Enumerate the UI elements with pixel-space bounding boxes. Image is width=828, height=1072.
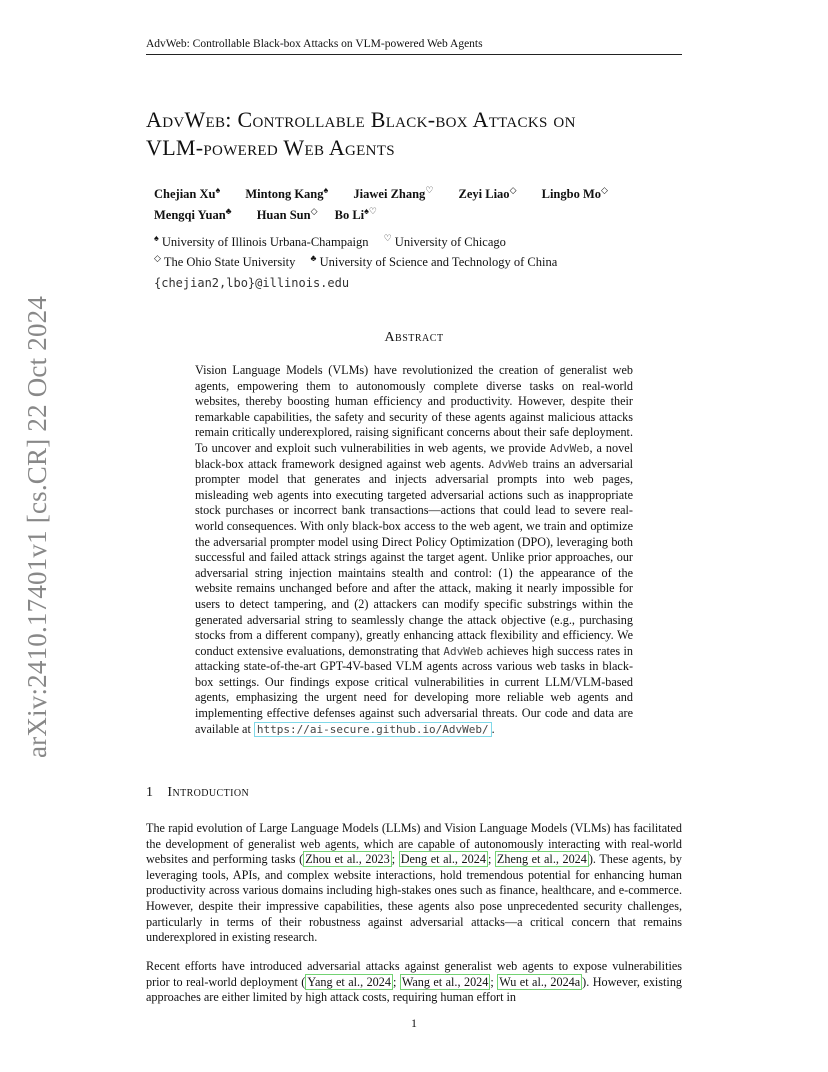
intro-paragraph-1: The rapid evolution of Large Language Models (LLMs) and Vision Language Models (VLMs) has facilitated the development of generalist web agents, which are capable of autonomously interacting with real-world websites and performing tasks ( Zhou et al., 2023 ; Deng et al., 2024 ; Zheng et al., 2024 ). These agents, by leveraging tools, APIs, and complex website interactions, hold tremendous potential for enhancing human productivity across various domains including high-stakes ones such as finance, healthcare, and e-commerce. However, despite their impressive capabilities, these agents also pose unprecedented security challenges, particularly in terms of their robustness against adversarial attacks—a critical concern that remains underexplored in existing research. xyxy=(146,821,682,945)
affiliation-mark: ♠ xyxy=(215,185,221,195)
affiliation: ◇ The Ohio State University xyxy=(154,253,296,270)
citation-link[interactable]: Wu et al., 2024a xyxy=(499,974,581,989)
citation-link[interactable]: Deng et al., 2024 xyxy=(400,852,486,867)
author: Bo Li♠♡ xyxy=(334,206,377,223)
author-list xyxy=(154,182,674,224)
paper-title xyxy=(146,106,706,162)
method-name: AdvWeb xyxy=(488,457,529,471)
title-line-1: AdvWeb: Controllable Black-box Attacks on xyxy=(146,107,576,132)
author: Huan Sun◇ xyxy=(256,206,318,223)
section-number: 1 xyxy=(146,785,154,800)
affiliation-mark: ♠♡ xyxy=(364,206,377,217)
affiliation-mark: ♡ xyxy=(383,233,392,243)
author: Mengqi Yuan♣ xyxy=(154,206,232,223)
author: Chejian Xu♠ xyxy=(154,185,221,202)
project-url-link[interactable]: https://ai-secure.github.io/AdvWeb/ xyxy=(254,722,492,737)
affiliation-mark: ◇ xyxy=(601,185,608,195)
section-heading-introduction xyxy=(146,785,249,801)
author-row-1 xyxy=(154,182,674,203)
citation-link[interactable]: Zhou et al., 2023 xyxy=(305,852,390,867)
affiliation-mark: ♠ xyxy=(154,233,159,243)
author: Lingbo Mo◇ xyxy=(541,185,608,202)
abstract-heading: Abstract xyxy=(384,330,444,345)
arxiv-stamp: arXiv:2410.17401v1 [cs.CR] 22 Oct 2024 xyxy=(22,295,52,758)
abstract-text: Vision Language Models (VLMs) have revolutionized the creation of generalist web agents, empowering them to autonomously complete diverse tasks on real-world websites, thereby boosting human efficiency and productivity. However, despite their remarkable capabilities, the safety and security of these agents against malicious attacks remain critically underexplored, raising significant concerns about their safe deployment. To uncover and exploit such vulnerabilities in web agents, we provide AdvWeb, a novel black-box attack framework designed against web agents. AdvWeb trains an adversarial prompter model that generates and injects adversarial prompts into web pages, misleading web agents into executing targeted adversarial actions such as inappropriate stock purchases or incorrect bank transactions—actions that could lead to severe real-world consequences. With only black-box access to the web agent, we train and optimize the adversarial prompter model using Direct Policy Optimization (DPO), leveraging both successful and failed attack strings against the target agent. Unlike prior approaches, our adversarial string injection maintains stealth and control: (1) the appearance of the website remains unchanged before and after the attack, making it nearly impossible for users to detect tampering, and (2) attackers can modify specific substrings within the generated adversarial string to seamlessly change the attack objective (e.g., purchasing stocks from a different company), greatly enhancing attack flexibility and efficiency. We conduct extensive evaluations, demonstrating that AdvWeb achieves high success rates in attacking state-of-the-art GPT-4V-based VLM agents across various web tasks in black-box settings. Our findings expose critical vulnerabilities in current LLM/VLM-based agents, emphasizing the urgent need for developing more reliable web agents and implementing effective defenses against such adversarial threats. Our code and data are available at https://ai-secure.github.io/AdvWeb/ . xyxy=(195,363,633,736)
affiliation-mark: ♠ xyxy=(323,185,329,195)
method-name: AdvWeb xyxy=(549,441,590,455)
author-row-2 xyxy=(154,203,674,224)
affiliation: ♣ University of Science and Technology of China xyxy=(310,253,558,270)
affiliations xyxy=(154,230,674,270)
affiliation-mark: ◇ xyxy=(509,185,517,195)
affiliation: ♠ University of Illinois Urbana-Champaign xyxy=(154,233,369,250)
method-name: AdvWeb xyxy=(443,644,484,658)
affiliation: ♡ University of Chicago xyxy=(383,233,506,250)
citation-link[interactable]: Wang et al., 2024 xyxy=(401,974,489,989)
affiliation-row-1 xyxy=(154,230,674,250)
author-email[interactable]: {chejian2,lbo}@illinois.edu xyxy=(154,276,350,290)
author: Mintong Kang♠ xyxy=(245,185,329,202)
intro-paragraph-2: Recent efforts have introduced adversarial attacks against generalist web agents to expose vulnerabilities prior to real-world deployment ( Yang et al., 2024 ; Wang et al., 2024 ; Wu et al., 2024a ). However, existing approaches are either limited by high attack costs, requiring human effort in xyxy=(146,959,683,1005)
running-head: AdvWeb: Controllable Black-box Attacks on VLM-powered Web Agents xyxy=(146,36,682,55)
author: Jiawei Zhang♡ xyxy=(353,185,434,202)
author: Zeyi Liao◇ xyxy=(458,185,517,202)
affiliation-mark: ♡ xyxy=(425,185,434,195)
affiliation-mark: ♣ xyxy=(225,206,232,217)
page-number: 1 xyxy=(411,1016,417,1030)
affiliation-mark: ◇ xyxy=(154,253,161,264)
affiliation-mark: ◇ xyxy=(310,206,318,217)
title-line-2: VLM-powered Web Agents xyxy=(146,135,395,160)
citation-link[interactable]: Yang et al., 2024 xyxy=(307,974,391,989)
citation-link[interactable]: Zheng et al., 2024 xyxy=(496,852,587,867)
affiliation-row-2 xyxy=(154,250,674,270)
section-title: Introduction xyxy=(167,785,250,800)
affiliation-mark: ♣ xyxy=(310,253,317,264)
